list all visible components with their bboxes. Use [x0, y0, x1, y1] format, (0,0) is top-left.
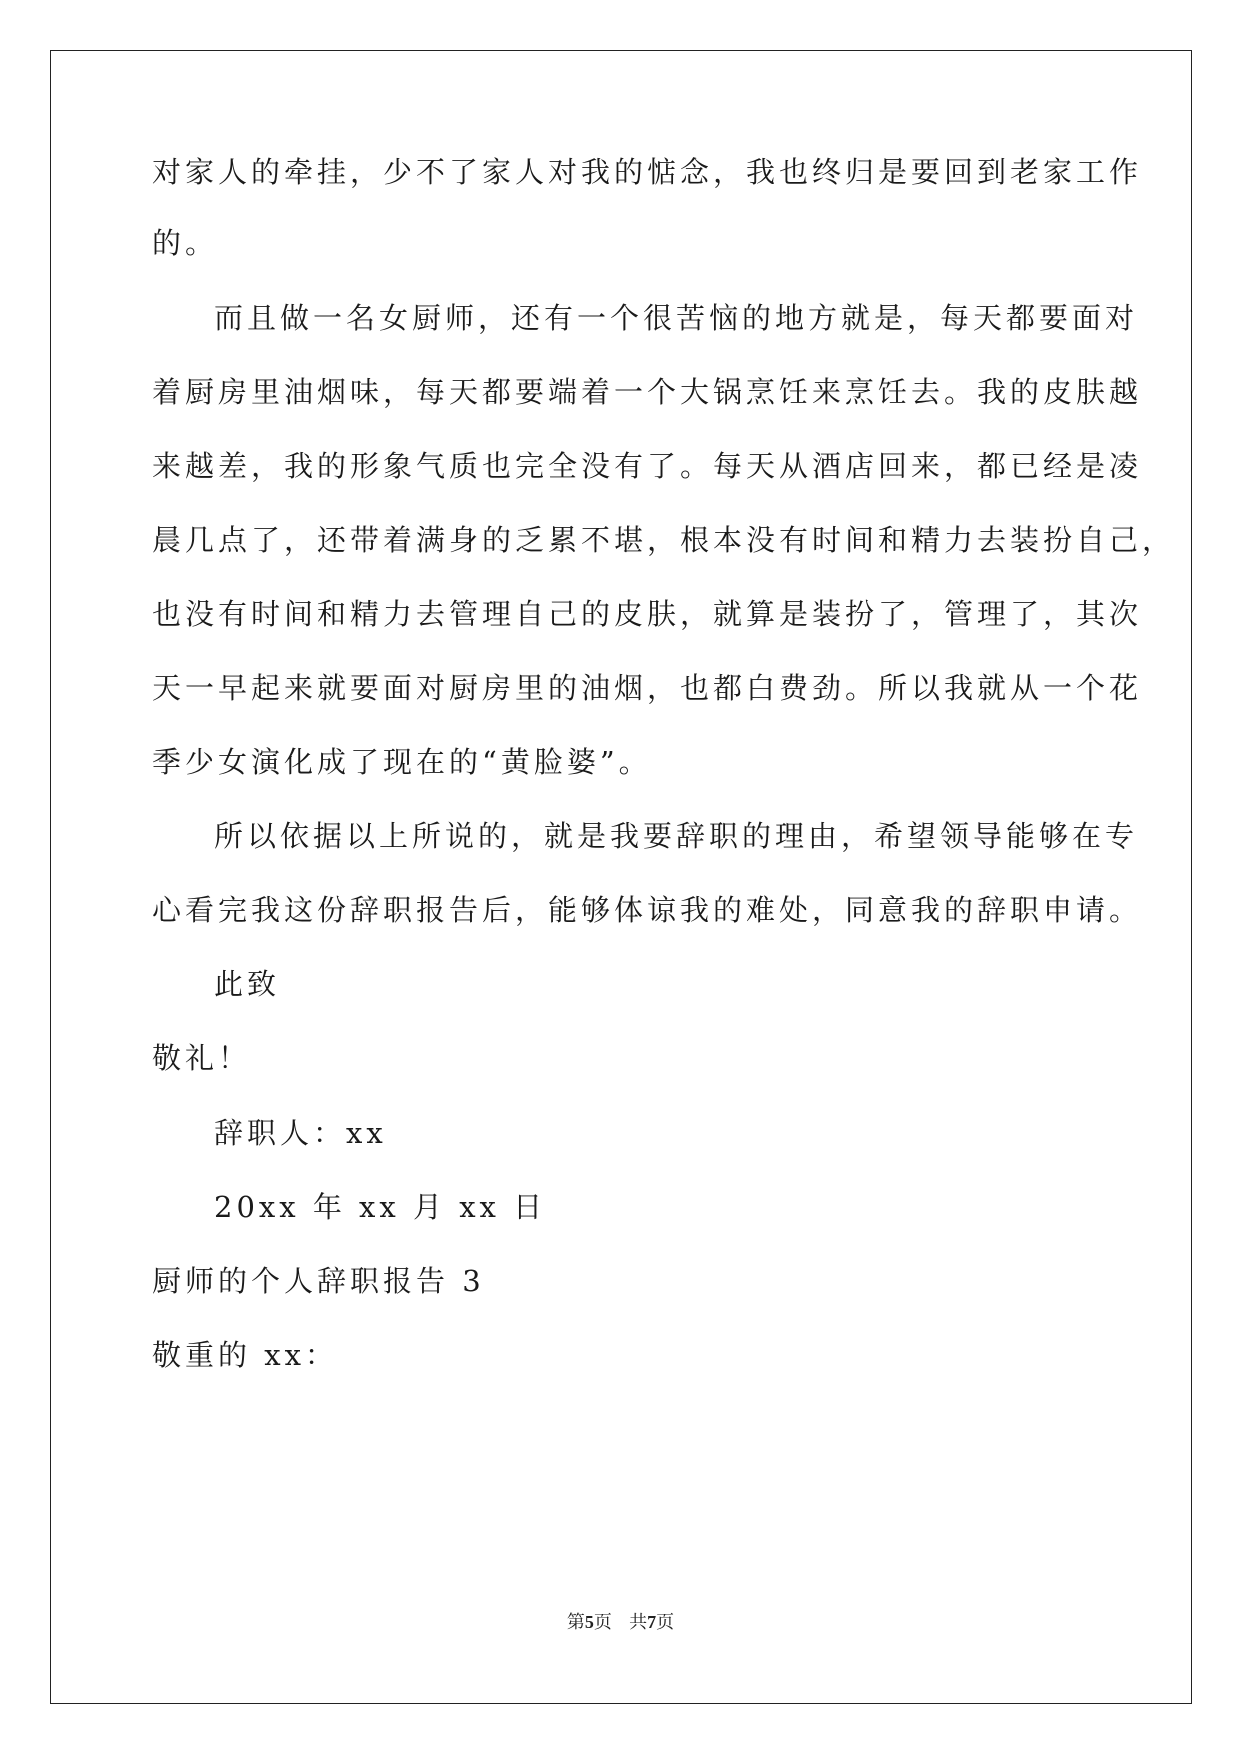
signature-line: 辞职人：xx: [214, 1116, 387, 1150]
date-line: 20xx 年 xx 月 xx 日: [214, 1190, 547, 1224]
body-line-11: 心看完我这份辞职报告后，能够体谅我的难处，同意我的辞职申请。: [152, 893, 1143, 927]
total-suffix: 页: [656, 1612, 675, 1633]
body-line-2: 的。: [152, 226, 219, 260]
greeting-line: 敬重的 xx：: [152, 1338, 338, 1372]
page-number: 5: [584, 1612, 594, 1632]
body-line-10: 所以依据以上所说的，就是我要辞职的理由，希望领导能够在专: [214, 819, 1139, 853]
body-line-1: 对家人的牵挂，少不了家人对我的惦念，我也终归是要回到老家工作: [152, 155, 1143, 189]
body-line-6: 晨几点了，还带着满身的乏累不堪，根本没有时间和精力去装扮自己，: [152, 523, 1176, 557]
body-line-3: 而且做一名女厨师，还有一个很苦恼的地方就是，每天都要面对: [214, 301, 1139, 335]
body-line-4: 着厨房里油烟味，每天都要端着一个大锅烹饪来烹饪去。我的皮肤越: [152, 375, 1143, 409]
body-line-5: 来越差，我的形象气质也完全没有了。每天从酒店回来，都已经是凌: [152, 449, 1143, 483]
closing-salutation: 此致: [214, 967, 281, 1001]
total-prefix: 共: [629, 1612, 648, 1633]
body-line-9: 季少女演化成了现在的“黄脸婆”。: [152, 745, 652, 779]
page-footer: [0, 1610, 1241, 1635]
section-title: 厨师的个人辞职报告 3: [152, 1264, 485, 1298]
body-line-7: 也没有时间和精力去管理自己的皮肤，就算是装扮了，管理了，其次: [152, 597, 1143, 631]
body-line-8: 天一早起来就要面对厨房里的油烟，也都白费劲。所以我就从一个花: [152, 671, 1143, 705]
page-prefix: 第: [566, 1612, 585, 1633]
page-suffix: 页: [593, 1612, 612, 1633]
closing-regards: 敬礼！: [152, 1041, 252, 1075]
total-number: 7: [647, 1612, 657, 1632]
